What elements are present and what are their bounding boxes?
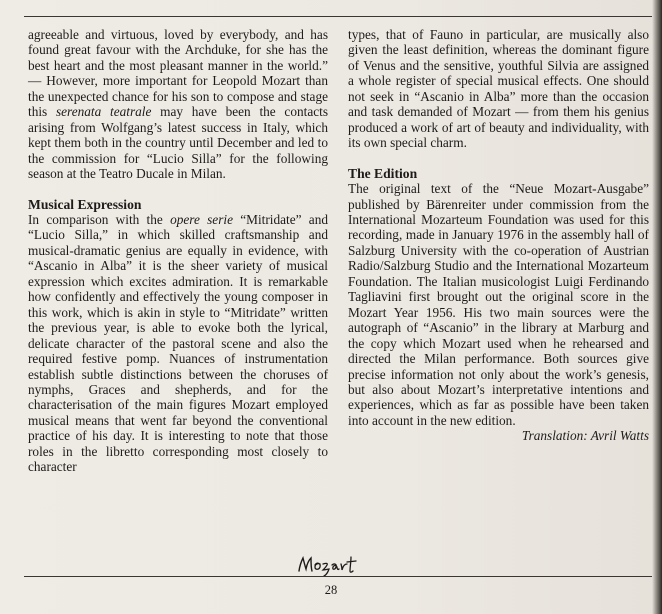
top-rule: [24, 16, 652, 17]
left-column: [28, 27, 328, 475]
heading-the-edition: The Edition: [348, 165, 418, 181]
page-edge-shadow: [652, 0, 662, 614]
mozart-signature: [296, 552, 364, 578]
paragraph-musical-expression: In comparison with the opere serie “Mitridate” and “Lucio Silla,” in which skilled craftsmanship and musical-dramatic genius are equally in evidence, with “Ascanio in Alba” it is the sheer variety of musical expression which excites admiration. It is remarkable how confidently and effectively the young composer in this work, which is akin in style to “Mitridate” written the previous year, is able to evoke both the lyrical, delicate character of the pastoral scene and also the required festive pomp. Nuances of instrumentation establish subtle distinctions between the choruses of nymphs, Graces and shepherds, and for the characterisation of the main figures Mozart employed musical means that went far beyond the conventional practice of his day. It is interesting to note that those roles in the libretto corresponding most closely to character: [28, 211, 329, 475]
paragraph-archduke: agreeable and virtuous, loved by everybody, and has found great favour with the Archduke, for she has the best heart and the most pleasant manner in the world.” — However, more important for Leopold Mozart than the unexpected chance for his son to compose and stage this serenata teatrale may have been the contacts arising from Wolfgang’s latest success in Italy, which kept them both in the country until December and led to the commission for “Lucio Silla” for the following season at the Teatro Ducale in Milan.: [28, 27, 328, 182]
paragraph-the-edition: The original text of the “Neue Mozart-Ausgabe” published by Bärenreiter under commission from the International Mozarteum Foundation was used for this recording, made in January 1976 in the assembly hall of Salzburg University with the co-operation of Austrian Radio/Salzburg Studio and the International Mozarteum Foundation. The Italian musicologist Luigi Ferdinando Tagliavini first brought out the original score in the Mozart Year 1956. His two main sources were the autograph of “Ascanio” in the library at Marburg and the copy which Mozart used when he rehearsed and directed the Milan performance. Both sources give precise information not only about the work’s genesis, but also about Mozart’s interpretative intentions and experiences, which as far as possible have been taken into account in the new edition.: [348, 181, 649, 428]
paragraph-characters: types, that of Fauno in particular, are musically also given the least definition, whereas the dominant figure of Venus and the sensitive, youthful Silvia are assigned a whole register of special musical effects. One should not seek in “Ascanio in Alba” more than the occasion and task demanded of Mozart — from them his genius produced a work of art of beauty and individuality, with its own special charm.: [348, 27, 649, 151]
heading-musical-expression: Musical Expression: [28, 196, 142, 212]
right-column: [348, 27, 649, 444]
page-number: 28: [324, 583, 338, 597]
translation-credit: Translation: Avril Watts: [521, 428, 649, 444]
bottom-rule: [24, 576, 652, 577]
